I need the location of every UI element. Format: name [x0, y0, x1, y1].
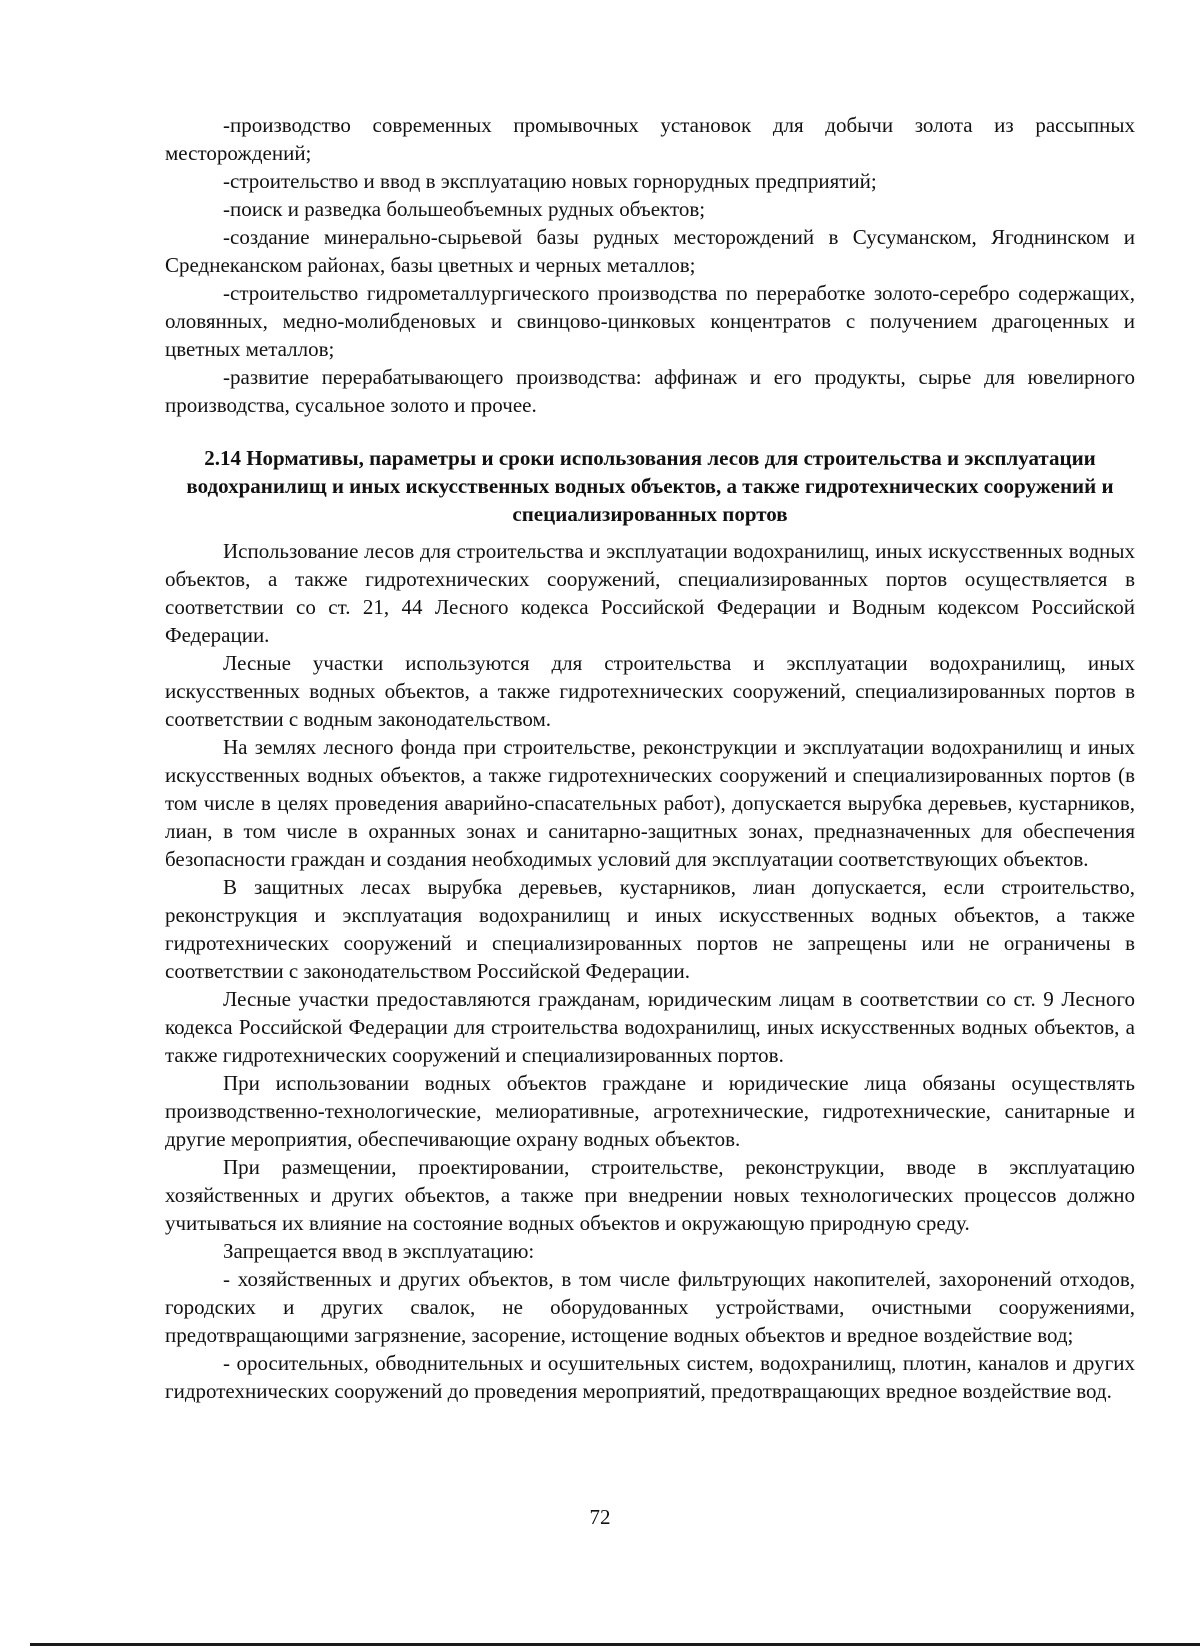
section-paragraph-6: При использовании водных объектов граждане и юридические лица обязаны осуществлять производственно-технологические, мелиоративные, агротехнические, гидротехнические, санитарные и другие мероприятия, обеспечивающие охрану водных объектов.	[165, 1071, 1135, 1151]
list-item-6: -развитие перерабатывающего производства: аффинаж и его продукты, сырье для ювелирного производства, сусальное золото и прочее.	[165, 365, 1135, 417]
section-paragraph-9: - хозяйственных и других объектов, в том числе фильтрующих накопителей, захоронений отходов, городских и других свалок, не оборудованных устройствами, очистными сооружениями, предотвращающими загрязнение, засорение, истощение водных объектов и вредное воздействие вод;	[165, 1267, 1135, 1347]
section-paragraph-1: Использование лесов для строительства и эксплуатации водохранилищ, иных искусственных водных объектов, а также гидротехнических сооружений, специализированных портов осуществляется в соответствии со ст. 21, 44 Лесного кодекса Российской Федерации и Водным кодексом Российской Федерации.	[165, 539, 1135, 647]
list-item-5: -строительство гидрометаллургического производства по переработке золото-серебро содержащих, оловянных, медно-молибденовых и свинцово-цинковых концентратов с получением драгоценных и цветных металлов;	[165, 281, 1135, 361]
section-paragraph-7: При размещении, проектировании, строительстве, реконструкции, вводе в эксплуатацию хозяйственных и других объектов, а также при внедрении новых технологических процессов должно учитываться их влияние на состояние водных объектов и окружающую природную среду.	[165, 1155, 1135, 1235]
section-paragraph-8: Запрещается ввод в эксплуатацию:	[223, 1239, 535, 1263]
list-item-3: -поиск и разведка большеобъемных рудных объектов;	[223, 197, 706, 221]
list-item-1: -производство современных промывочных установок для добычи золота из рассыпных месторождений;	[165, 113, 1135, 165]
page-number: 72	[589, 1505, 611, 1529]
section-paragraph-4: В защитных лесах вырубка деревьев, кустарников, лиан допускается, если строительство, реконструкция и эксплуатация водохранилищ и иных искусственных водных объектов, а также гидротехнических сооружений и специализированных портов не запрещены или не ограничены в соответствии с законодательством Российской Федерации.	[165, 875, 1135, 983]
list-item-2: -строительство и ввод в эксплуатацию новых горнорудных предприятий;	[223, 169, 877, 193]
section-heading: 2.14 Нормативы, параметры и сроки использования лесов для строительства и эксплуатации водохранилищ и иных искусственных водных объектов, а также гидротехнических сооружений и специализированных портов	[186, 446, 1114, 526]
section-paragraph-2: Лесные участки используются для строительства и эксплуатации водохранилищ, иных искусственных водных объектов, а также гидротехнических сооружений, специализированных портов в соответствии с водным законодательством.	[165, 651, 1135, 731]
document-page	[165, 111, 1135, 1405]
section-paragraph-5: Лесные участки предоставляются гражданам, юридическим лицам в соответствии со ст. 9 Лесного кодекса Российской Федерации для строительства водохранилищ, иных искусственных водных объектов, а также гидротехнических сооружений и специализированных портов.	[165, 987, 1135, 1067]
section-paragraph-10: - оросительных, обводнительных и осушительных систем, водохранилищ, плотин, каналов и других гидротехнических сооружений до проведения мероприятий, предотвращающих вредное воздействие вод.	[165, 1351, 1135, 1403]
list-item-4: -создание минерально-сырьевой базы рудных месторождений в Сусуманском, Ягоднинском и Среднеканском районах, базы цветных и черных металлов;	[165, 225, 1135, 277]
section-paragraph-3: На землях лесного фонда при строительстве, реконструкции и эксплуатации водохранилищ и иных искусственных водных объектов, а также гидротехнических сооружений и специализированных портов (в том числе в целях проведения аварийно-спасательных работ), допускается вырубка деревьев, кустарников, лиан, в том числе в охранных зонах и санитарно-защитных зонах, предназначенных для обеспечения безопасности граждан и создания необходимых условий для эксплуатации соответствующих объектов.	[165, 735, 1135, 871]
bottom-rule	[30, 1643, 1200, 1646]
